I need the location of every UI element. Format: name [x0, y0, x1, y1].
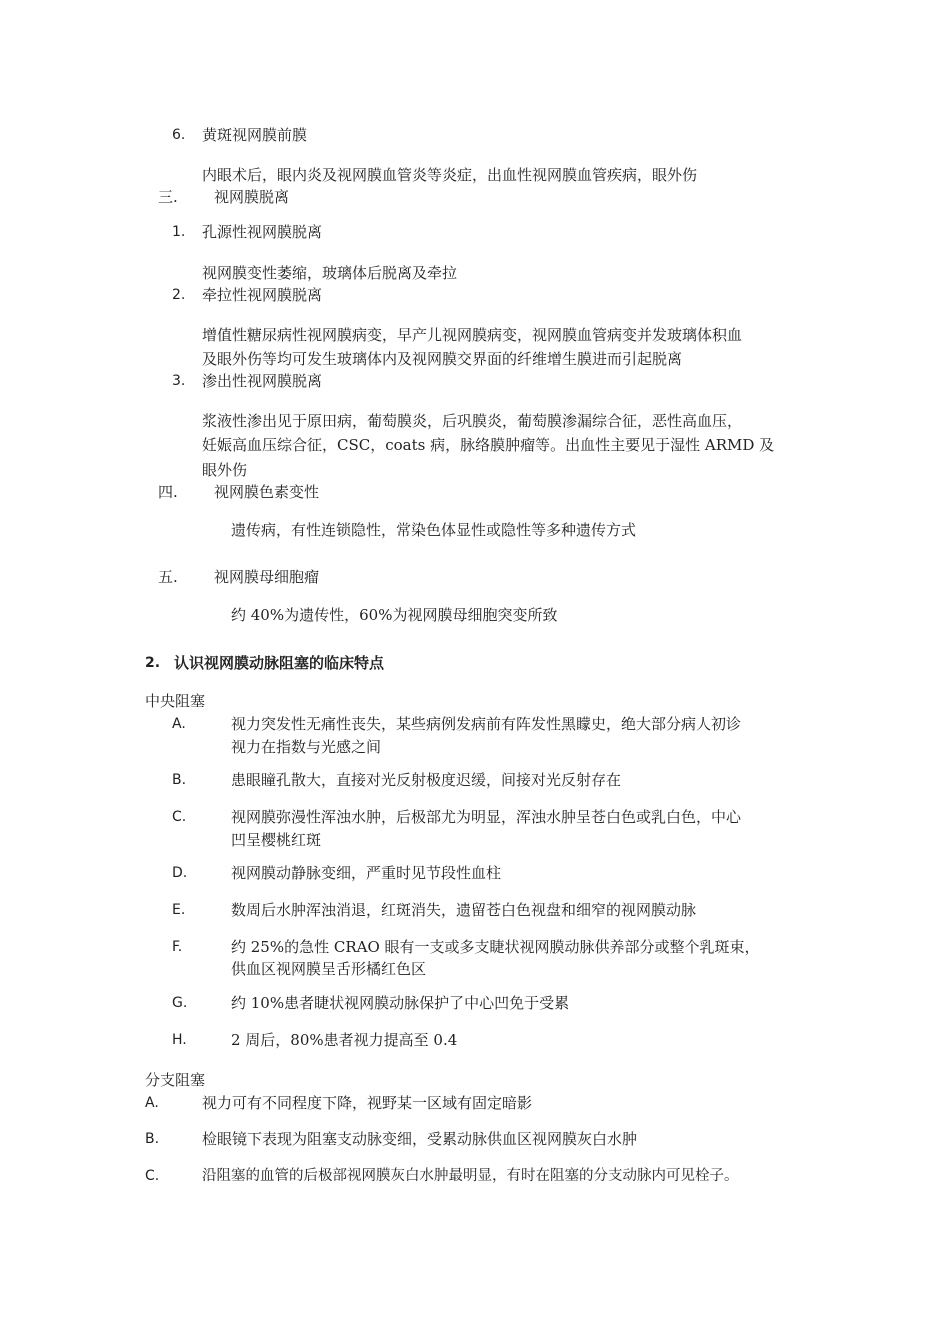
detach-3-desc-line3: 眼外伤 [202, 461, 248, 479]
branch-c-letter: C. [145, 1168, 160, 1184]
central-b-line1: 患眼瞳孔散大，直接对光反射极度迟缓，间接对光反射存在 [231, 771, 622, 789]
detach-2-desc-line2: 及眼外伤等均可发生玻璃体内及视网膜交界面的纤维增生膜进而引起脱离 [202, 350, 683, 368]
section-4-desc: 遗传病，有性连锁隐性，常染色体显性或隐性等多种遗传方式 [231, 521, 637, 539]
heading-2-title: 认识视网膜动脉阻塞的临床特点 [174, 654, 385, 672]
branch-a-line1: 视力可有不同程度下降，视野某一区域有固定暗影 [202, 1094, 533, 1112]
detach-3-number: 3. [172, 373, 186, 389]
central-f-letter: F. [172, 939, 183, 955]
central-h-letter: H. [172, 1032, 187, 1048]
central-f-line2: 供血区视网膜呈舌形橘红色区 [231, 960, 427, 978]
branch-c-line1: 沿阻塞的血管的后极部视网膜灰白水肿最明显，有时在阻塞的分支动脉内可见栓子。 [202, 1168, 739, 1184]
section-5-desc: 约 40%为遗传性，60%为视网膜母细胞突变所致 [231, 606, 558, 624]
detach-2-desc-line1: 增值性糖尿病性视网膜病变，早产儿视网膜病变，视网膜血管病变并发玻璃体积血 [202, 326, 743, 344]
detach-2-number: 2. [172, 287, 186, 303]
item-6-number: 6. [172, 127, 186, 143]
central-b-letter: B. [172, 772, 187, 788]
branch-b-letter: B. [145, 1131, 160, 1147]
central-c-letter: C. [172, 809, 187, 825]
central-d-line1: 视网膜动静脉变细，严重时见节段性血柱 [231, 864, 502, 882]
detach-3-desc-line2: 妊娠高血压综合征，CSC，coats 病，脉络膜肿瘤等。出血性主要见于湿性 ARMD 及 [202, 436, 775, 454]
detach-1-number: 1. [172, 224, 186, 240]
detach-3-title: 渗出性视网膜脱离 [202, 372, 323, 390]
detach-1-title: 孔源性视网膜脱离 [202, 223, 323, 241]
item-6-desc: 内眼术后，眼内炎及视网膜血管炎等炎症，出血性视网膜血管疾病，眼外伤 [202, 166, 698, 184]
item-6-title: 黄斑视网膜前膜 [202, 126, 308, 144]
detach-3-desc-line1: 浆液性渗出见于原田病，葡萄膜炎，后巩膜炎，葡萄膜渗漏综合征，恶性高血压， [202, 412, 743, 430]
section-5-number: 五. [158, 568, 178, 586]
central-d-letter: D. [172, 865, 188, 881]
section-5-title: 视网膜母细胞瘤 [214, 568, 320, 586]
central-e-line1: 数周后水肿浑浊消退，红斑消失，遗留苍白色视盘和细窄的视网膜动脉 [231, 901, 697, 919]
detach-2-title: 牵拉性视网膜脱离 [202, 286, 323, 304]
branch-occlusion-title: 分支阻塞 [145, 1071, 206, 1089]
central-a-line1: 视力突发性无痛性丧失，某些病例发病前有阵发性黑矇史，绝大部分病人初诊 [231, 715, 742, 733]
section-4-number: 四. [158, 483, 178, 501]
central-a-line2: 视力在指数与光感之间 [231, 738, 382, 756]
heading-2-number: 2. [145, 655, 161, 671]
central-g-letter: G. [172, 995, 188, 1011]
central-e-letter: E. [172, 902, 186, 918]
central-g-line1: 约 10%患者睫状视网膜动脉保护了中心凹免于受累 [231, 994, 570, 1012]
central-c-line2: 凹呈樱桃红斑 [231, 831, 322, 849]
central-c-line1: 视网膜弥漫性浑浊水肿，后极部尤为明显，浑浊水肿呈苍白色或乳白色，中心 [231, 808, 742, 826]
section-3-number: 三. [158, 188, 178, 206]
branch-b-line1: 检眼镜下表现为阻塞支动脉变细，受累动脉供血区视网膜灰白水肿 [202, 1130, 638, 1148]
detach-1-desc: 视网膜变性萎缩，玻璃体后脱离及牵拉 [202, 264, 458, 282]
central-f-line1: 约 25%的急性 CRAO 眼有一支或多支睫状视网膜动脉供养部分或整个乳斑束， [231, 938, 760, 956]
section-4-title: 视网膜色素变性 [214, 483, 320, 501]
branch-a-letter: A. [145, 1095, 159, 1111]
section-3-title: 视网膜脱离 [214, 188, 290, 206]
central-h-line1: 2 周后，80%患者视力提高至 0.4 [231, 1031, 458, 1049]
central-occlusion-title: 中央阻塞 [145, 692, 206, 710]
central-a-letter: A. [172, 716, 186, 732]
